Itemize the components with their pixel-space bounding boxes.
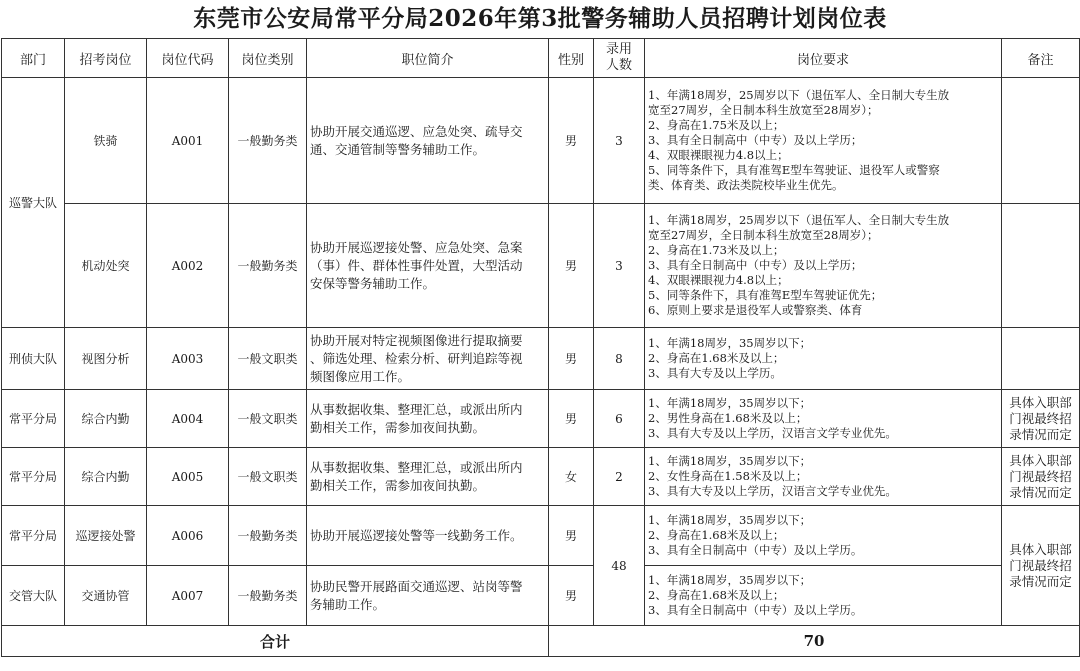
remark-line: 具体入职部 [1009,541,1072,557]
intro-cell [307,506,549,566]
intro-line: 、筛选处理、检索分析、研判追踪等视 [310,350,523,366]
header-requirements: 岗位要求 [645,39,1002,78]
intro-line: 协助开展交通巡逻、应急处突、疏导交 [310,123,523,139]
remark-line: 门视最终招 [1009,468,1072,484]
total-value: 70 [549,626,1080,657]
remark-line: 录情况而定 [1009,573,1072,589]
intro-line: （事）件、群体性事件处置，大型活动 [310,257,523,273]
dept-cell: 常平分局 [2,390,65,448]
requirement-line: 2、身高在1.73米及以上； [648,243,785,257]
requirement-line: 2、身高在1.68米及以上； [648,351,785,365]
header-gender: 性别 [549,39,594,78]
gender-cell: 男 [549,204,594,328]
post-cell: 巡逻接处警 [65,506,147,566]
requirement-line: 1、年满18周岁，25周岁以下（退伍军人、全日制大专生放 [648,88,950,102]
requirement-line: 3、具有大专及以上学历，汉语言文学专业优先。 [648,426,897,440]
header-dept: 部门 [2,39,65,78]
dept-cell: 交管大队 [2,566,65,626]
intro-line: 协助开展巡逻接处警等一线勤务工作。 [310,527,523,543]
gender-cell: 女 [549,448,594,506]
dept-cell: 常平分局 [2,506,65,566]
category-cell: 一般文职类 [229,390,307,448]
intro-line: 安保等警务辅助工作。 [310,275,436,291]
header-remarks: 备注 [1002,39,1080,78]
category-cell: 一般勤务类 [229,78,307,204]
intro-line: 协助开展巡逻接处警、应急处突、急案 [310,239,523,255]
header-count [594,39,645,78]
total-label: 合计 [2,626,549,657]
requirement-line: 2、男性身高在1.68米及以上； [648,411,808,425]
table-row [2,204,1080,328]
code-cell: A006 [147,506,229,566]
header-post: 招考岗位 [65,39,147,78]
remarks-cell [1002,328,1080,390]
requirement-line: 类、体育类、政法类院校毕业生优先。 [648,178,844,192]
requirement-line: 4、双眼裸眼视力4.8以上； [648,148,789,162]
header-code: 岗位代码 [147,39,229,78]
intro-cell [307,390,549,448]
intro-line: 频图像应用工作。 [310,368,411,384]
remark-line: 具体入职部 [1009,452,1072,468]
requirement-line: 4、双眼裸眼视力4.8以上； [648,273,789,287]
remarks-cell [1002,78,1080,204]
post-cell: 视图分析 [65,328,147,390]
intro-line: 从事数据收集、整理汇总，或派出所内 [310,401,523,417]
requirement-line: 宽至27周岁，全日制本科生放宽至28周岁）； [648,103,879,117]
header-count-line2: 人数 [605,58,632,73]
dept-cell: 巡警大队 [2,78,65,328]
category-cell: 一般勤务类 [229,566,307,626]
count-cell: 6 [594,390,645,448]
intro-line: 勤相关工作，需参加夜间执勤。 [310,419,486,435]
intro-cell [307,328,549,390]
table-row [2,390,1080,448]
header-row [2,39,1080,78]
intro-line: 通、交通管制等警务辅助工作。 [310,141,486,157]
intro-cell [307,204,549,328]
intro-cell [307,448,549,506]
dept-cell: 刑侦大队 [2,328,65,390]
remark-line: 录情况而定 [1009,426,1072,442]
count-cell: 48 [594,506,645,626]
requirement-line: 3、具有全日制高中（中专）及以上学历。 [648,543,863,557]
total-row [2,626,1080,657]
requirement-line: 1、年满18周岁，35周岁以下； [648,573,812,587]
table-row [2,506,1080,566]
category-cell: 一般文职类 [229,328,307,390]
remarks-cell [1002,448,1080,506]
code-cell: A001 [147,78,229,204]
requirement-line: 3、具有大专及以上学历，汉语言文学专业优先。 [648,484,897,498]
requirements-cell [645,448,1002,506]
gender-cell: 男 [549,506,594,566]
requirement-line: 3、具有大专及以上学历。 [648,366,782,380]
category-cell: 一般勤务类 [229,204,307,328]
remark-line: 门视最终招 [1009,557,1072,573]
requirement-line: 2、身高在1.68米及以上； [648,528,785,542]
table-row [2,328,1080,390]
requirement-line: 1、年满18周岁，35周岁以下； [648,513,812,527]
gender-cell: 男 [549,328,594,390]
intro-line: 勤相关工作，需参加夜间执勤。 [310,477,486,493]
intro-line: 从事数据收集、整理汇总，或派出所内 [310,459,523,475]
code-cell: A007 [147,566,229,626]
post-cell: 综合内勤 [65,390,147,448]
requirement-line: 2、身高在1.68米及以上； [648,588,785,602]
remark-line: 门视最终招 [1009,410,1072,426]
requirement-line: 1、年满18周岁，35周岁以下； [648,454,812,468]
requirement-line: 1、年满18周岁，35周岁以下； [648,396,812,410]
intro-line: 协助民警开展路面交通巡逻、站岗等警 [310,578,523,594]
gender-cell: 男 [549,78,594,204]
code-cell: A003 [147,328,229,390]
dept-cell: 常平分局 [2,448,65,506]
requirements-cell [645,566,1002,626]
post-cell: 交通协管 [65,566,147,626]
requirements-cell [645,204,1002,328]
table-row [2,566,1080,626]
table-row [2,78,1080,204]
remarks-cell [1002,506,1080,626]
category-cell: 一般文职类 [229,448,307,506]
recruitment-table [1,38,1080,657]
intro-line: 协助开展对特定视频图像进行提取摘要 [310,332,523,348]
header-count-line1: 录用 [605,42,632,57]
requirement-line: 5、同等条件下，具有准驾E型车驾驶证优先； [648,288,883,302]
code-cell: A004 [147,390,229,448]
intro-line: 务辅助工作。 [310,596,386,612]
count-cell: 3 [594,204,645,328]
post-cell: 综合内勤 [65,448,147,506]
count-cell: 2 [594,448,645,506]
post-cell: 机动处突 [65,204,147,328]
requirement-line: 宽至27周岁，全日制本科生放宽至28周岁）； [648,228,879,242]
remarks-cell [1002,204,1080,328]
remark-line: 具体入职部 [1009,394,1072,410]
requirement-line: 3、具有全日制高中（中专）及以上学历； [648,258,863,272]
page-title: 东莞市公安局常平分局2026年第3批警务辅助人员招聘计划岗位表 [193,5,887,32]
count-cell: 3 [594,78,645,204]
post-cell: 铁骑 [65,78,147,204]
count-cell: 8 [594,328,645,390]
requirement-line: 2、身高在1.75米及以上； [648,118,785,132]
requirement-line: 6、原则上要求是退役军人或警察类、体育 [648,303,863,317]
intro-cell [307,78,549,204]
table-row [2,448,1080,506]
requirements-cell [645,78,1002,204]
requirement-line: 1、年满18周岁，25周岁以下（退伍军人、全日制大专生放 [648,213,950,227]
header-category: 岗位类别 [229,39,307,78]
requirement-line: 3、具有全日制高中（中专）及以上学历。 [648,603,863,617]
code-cell: A005 [147,448,229,506]
requirement-line: 3、具有全日制高中（中专）及以上学历； [648,133,863,147]
category-cell: 一般勤务类 [229,506,307,566]
remarks-cell [1002,390,1080,448]
requirements-cell [645,390,1002,448]
intro-cell [307,566,549,626]
requirement-line: 1、年满18周岁，35周岁以下； [648,336,812,350]
header-intro: 职位简介 [307,39,549,78]
code-cell: A002 [147,204,229,328]
requirement-line: 2、女性身高在1.58米及以上； [648,469,808,483]
gender-cell: 男 [549,390,594,448]
requirements-cell [645,506,1002,566]
remark-line: 录情况而定 [1009,484,1072,500]
requirement-line: 5、同等条件下，具有准驾E型车驾驶证、退役军人或警察 [648,163,940,177]
gender-cell: 男 [549,566,594,626]
requirements-cell [645,328,1002,390]
